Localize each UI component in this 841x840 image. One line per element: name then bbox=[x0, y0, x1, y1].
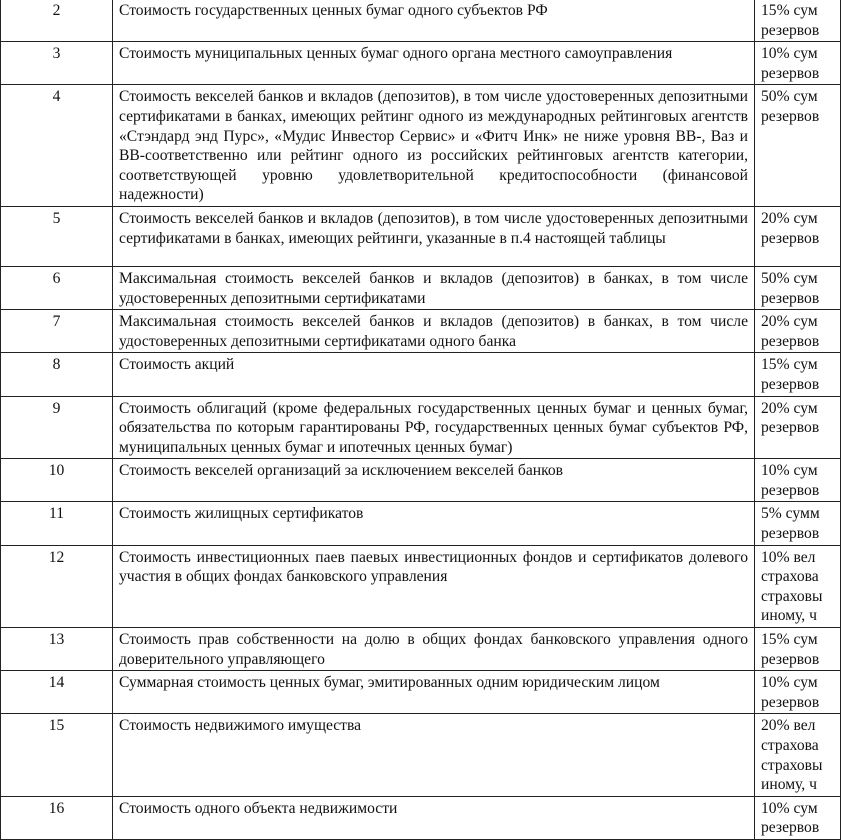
row-description: Максимальная стоимость векселей банков и вкладов (депозитов) в банках, в том числе удостоверенных депозитными сертификатами bbox=[113, 266, 755, 309]
row-limit bbox=[755, 459, 841, 502]
limit-line: резервов bbox=[761, 525, 820, 543]
limit-line: резервов bbox=[761, 693, 820, 711]
table-row bbox=[1, 353, 841, 396]
row-number: 4 bbox=[1, 85, 113, 207]
limit-line: резервов bbox=[761, 107, 820, 125]
limit-line: 10% сум bbox=[761, 799, 818, 817]
row-number: 14 bbox=[1, 671, 113, 714]
limit-line: 10% сум bbox=[761, 462, 818, 480]
row-number: 12 bbox=[1, 545, 113, 627]
limit-line: резервов bbox=[761, 229, 820, 247]
row-limit bbox=[755, 671, 841, 714]
row-description: Стоимость одного объекта недвижимости bbox=[113, 796, 755, 839]
row-limit bbox=[755, 42, 841, 85]
row-number: 15 bbox=[1, 714, 113, 796]
limit-line: 20% вел bbox=[761, 717, 816, 735]
limit-line: резервов bbox=[761, 21, 820, 39]
row-limit bbox=[755, 796, 841, 839]
row-description: Стоимость векселей банков и вкладов (депозитов), в том числе удостоверенных депозитными сертификатами в банках, имеющих рейтинги, указанные в п.4 настоящей таблицы bbox=[113, 206, 755, 266]
limit-line: страхова bbox=[761, 568, 819, 586]
table-row bbox=[1, 628, 841, 671]
row-number: 9 bbox=[1, 396, 113, 459]
limit-line: 20% сум bbox=[761, 399, 818, 417]
table-row bbox=[1, 796, 841, 839]
row-limit bbox=[755, 0, 841, 42]
row-limit bbox=[755, 396, 841, 459]
limit-line: 5% сумм bbox=[761, 505, 820, 523]
limit-line: резервов bbox=[761, 419, 820, 437]
limit-line: 15% сум bbox=[761, 631, 818, 649]
limit-line: 15% сум bbox=[761, 2, 818, 19]
limit-line: резервов bbox=[761, 64, 820, 82]
limit-line: 20% сум bbox=[761, 313, 818, 331]
limit-line: страховы bbox=[761, 756, 823, 774]
limit-line: резервов bbox=[761, 481, 820, 499]
table-row bbox=[1, 42, 841, 85]
row-limit bbox=[755, 266, 841, 309]
row-limit bbox=[755, 502, 841, 545]
row-number: 11 bbox=[1, 502, 113, 545]
limit-line: резервов bbox=[761, 289, 820, 307]
row-description: Стоимость облигаций (кроме федеральных государственных ценных бумаг и ценных бумаг, обязательства по которым гарантированы РФ, государственных ценных бумаг субъектов РФ, муниципальных ценных бумаг и ипотечных ценных бумаг) bbox=[113, 396, 755, 459]
limit-line: резервов bbox=[761, 819, 820, 837]
row-number: 5 bbox=[1, 206, 113, 266]
row-description: Максимальная стоимость векселей банков и вкладов (депозитов) в банках, в том числе удостоверенных депозитными сертификатами одного банка bbox=[113, 310, 755, 353]
row-limit bbox=[755, 206, 841, 266]
row-description: Стоимость векселей организаций за исключением векселей банков bbox=[113, 459, 755, 502]
table-row bbox=[1, 671, 841, 714]
table-body bbox=[1, 0, 841, 839]
limit-line: резервов bbox=[761, 650, 820, 668]
limit-line: 50% сум bbox=[761, 269, 818, 287]
row-number: 13 bbox=[1, 628, 113, 671]
table-row bbox=[1, 396, 841, 459]
row-number: 7 bbox=[1, 310, 113, 353]
row-description: Суммарная стоимость ценных бумаг, эмитированных одним юридическим лицом bbox=[113, 671, 755, 714]
row-description: Стоимость жилищных сертификатов bbox=[113, 502, 755, 545]
limit-line: иному, ч bbox=[761, 776, 817, 794]
row-limit bbox=[755, 628, 841, 671]
row-limit bbox=[755, 85, 841, 207]
limit-line: 20% сум bbox=[761, 209, 818, 227]
table-row bbox=[1, 85, 841, 207]
table-row bbox=[1, 310, 841, 353]
row-limit bbox=[755, 353, 841, 396]
limit-line: иному, ч bbox=[761, 607, 817, 625]
table-row bbox=[1, 714, 841, 796]
row-description: Стоимость векселей банков и вкладов (депозитов), в том числе удостоверенных депозитными сертификатами в банках, имеющих рейтинг одного из международных рейтинговых агентств «Стэндард энд Пурс», «Мудис Инвестор Сервис» и «Фитч Инк» не ниже уровня ВВ-, Ваз и ВВ-соответственно или рейтинг одного из российских рейтинговых агентств категории, соответствующей уровню удовлетворительной кредитоспособности (финансовой надежности) bbox=[113, 85, 755, 207]
table-row bbox=[1, 266, 841, 309]
row-description: Стоимость недвижимого имущества bbox=[113, 714, 755, 796]
row-description: Стоимость государственных ценных бумаг одного субъектов РФ bbox=[113, 0, 755, 42]
table-row bbox=[1, 502, 841, 545]
limit-line: 15% сум bbox=[761, 356, 818, 374]
limit-line: страхова bbox=[761, 737, 819, 754]
row-number: 8 bbox=[1, 353, 113, 396]
limit-line: 10% вел bbox=[761, 548, 816, 566]
limit-line: 50% сум bbox=[761, 88, 818, 106]
table-row bbox=[1, 206, 841, 266]
row-limit bbox=[755, 310, 841, 353]
table-row bbox=[1, 0, 841, 42]
row-limit bbox=[755, 545, 841, 627]
row-limit bbox=[755, 714, 841, 796]
row-number: 2 bbox=[1, 0, 113, 42]
limit-line: 10% сум bbox=[761, 45, 818, 63]
row-description: Стоимость акций bbox=[113, 353, 755, 396]
table-row bbox=[1, 545, 841, 627]
row-description: Стоимость инвестиционных паев паевых инвестиционных фондов и сертификатов долевого участия в общих фондах банковского управления bbox=[113, 545, 755, 627]
limit-line: страховы bbox=[761, 587, 823, 605]
row-description: Стоимость муниципальных ценных бумаг одного органа местного самоуправления bbox=[113, 42, 755, 85]
row-number: 10 bbox=[1, 459, 113, 502]
row-number: 16 bbox=[1, 796, 113, 839]
row-description: Стоимость прав собственности на долю в общих фондах банковского управления одного доверительного управляющего bbox=[113, 628, 755, 671]
limit-line: резервов bbox=[761, 375, 820, 393]
limit-line: 10% сум bbox=[761, 674, 818, 692]
limit-line: резервов bbox=[761, 332, 820, 350]
table-row bbox=[1, 459, 841, 502]
row-number: 3 bbox=[1, 42, 113, 85]
row-number: 6 bbox=[1, 266, 113, 309]
